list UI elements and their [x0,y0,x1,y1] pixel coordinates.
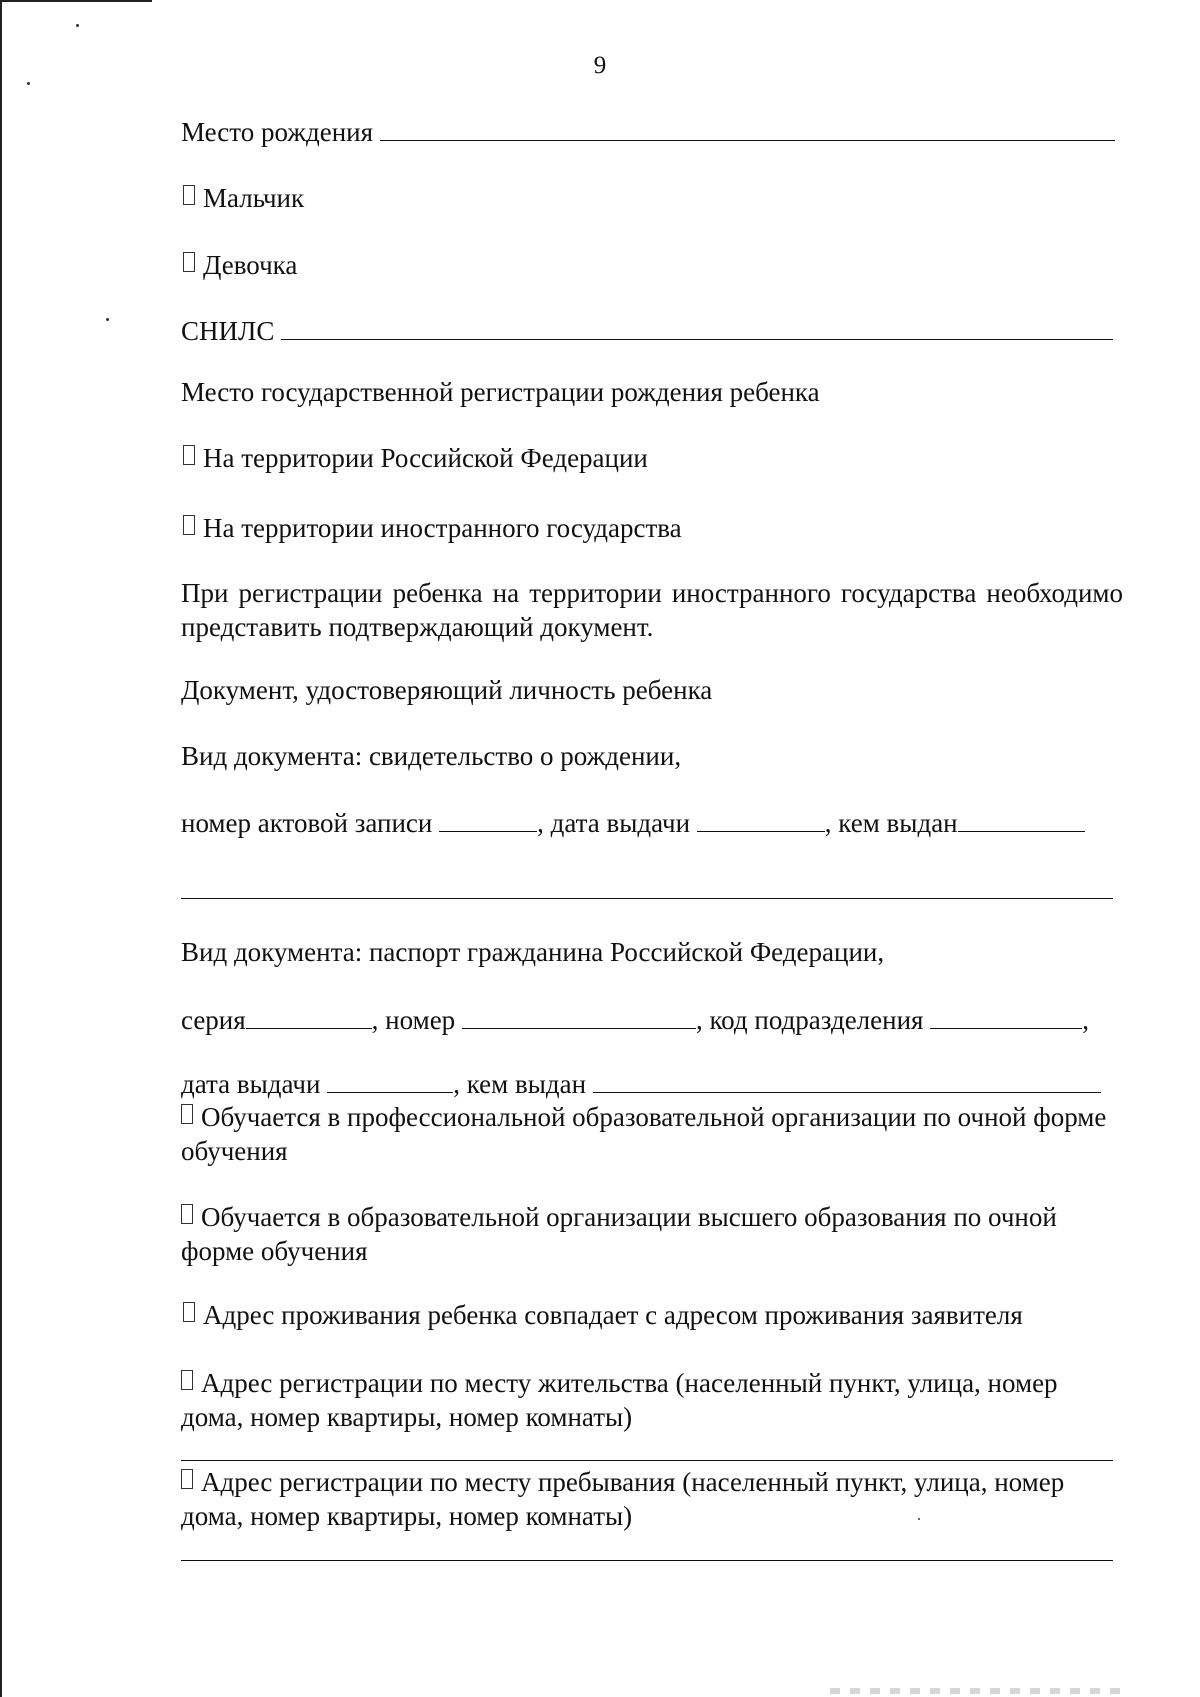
study-higher-row [181,1200,1121,1268]
gender-girl-row [183,248,297,282]
address-residence-row [181,1366,1121,1434]
address-same-row [183,1298,1023,1332]
birth-place-label: Место рождения [181,117,374,147]
study-professional-row [181,1100,1121,1168]
registration-foreign-checkbox[interactable] [183,515,195,535]
gender-girl-label: Девочка [203,250,298,280]
birth-cert-details-row [181,805,1085,840]
passport-issue-date-field[interactable] [327,1066,453,1093]
scan-speck [76,24,79,27]
division-code-label: , код подразделения [695,1005,924,1035]
address-stay-checkbox[interactable] [181,1469,193,1489]
registration-foreign-label: На территории иностранного государства [203,513,682,543]
passport-series-field[interactable] [246,1002,372,1029]
address-stay-label: Адрес регистрации по месту пребывания (населенный пункт, улица, номер дома, номер квартиры, номер комнаты) [181,1467,1065,1531]
address-residence-field[interactable] [181,1460,1113,1461]
address-stay-field[interactable] [181,1560,1113,1561]
address-same-checkbox[interactable] [183,1302,195,1322]
gender-boy-row [183,181,304,215]
registration-place-heading: Место государственной регистрации рождения ребенка [181,377,820,407]
birth-cert-issued-by-continuation-field[interactable] [181,898,1113,899]
passport-number-label: , номер [371,1005,456,1035]
foreign-registration-note: При регистрации ребенка на территории иностранного государства необходимо представить подтверждающий документ. [181,578,1123,642]
snils-row [181,313,1113,348]
scan-top-edge [0,0,152,2]
birth-cert-issue-date-label: , дата выдачи [537,808,691,838]
birth-cert-issued-by-field[interactable] [958,805,1085,832]
passport-issued-by-label: , кем выдан [453,1069,587,1099]
address-residence-checkbox[interactable] [181,1370,193,1390]
address-residence-label: Адрес регистрации по месту жительства (населенный пункт, улица, номер дома, номер квартиры, номер комнаты) [181,1368,1058,1432]
birth-cert-issued-by-label: , кем выдан [824,808,958,838]
registration-russia-row [183,441,648,475]
address-same-label: Адрес проживания ребенка совпадает с адресом проживания заявителя [203,1300,1023,1330]
registration-russia-checkbox[interactable] [183,445,195,465]
scan-left-edge [0,0,2,1697]
snils-label: СНИЛС [181,316,275,346]
passport-type: Вид документа: паспорт гражданина Российской Федерации, [181,937,885,967]
birth-cert-issue-date-field[interactable] [697,805,825,832]
division-code-field[interactable] [930,1002,1082,1029]
birth-place-field[interactable] [380,114,1115,141]
passport-number-field[interactable] [462,1002,696,1029]
registration-russia-label: На территории Российской Федерации [203,443,648,473]
birth-place-row [181,114,1115,149]
passport-issue-date-label: дата выдачи [181,1069,321,1099]
record-number-label: номер актовой записи [181,808,433,838]
passport-details-row [181,1002,1089,1037]
gender-girl-checkbox[interactable] [183,252,195,272]
passport-series-label: серия [181,1005,246,1035]
scan-speck [106,318,109,321]
passport-issue-row [181,1066,1101,1101]
scan-speck [27,82,30,85]
study-higher-label: Обучается в образовательной организации высшего образования по очной форме обучения [181,1202,1057,1266]
birth-cert-type: Вид документа: свидетельство о рождении, [181,741,682,771]
registration-foreign-row [183,511,682,545]
study-professional-label: Обучается в профессиональной образовательной организации по очной форме обучения [181,1102,1107,1166]
gender-boy-label: Мальчик [203,183,305,213]
passport-issued-by-field[interactable] [593,1066,1101,1093]
gender-boy-checkbox[interactable] [183,185,195,205]
scan-footer-artifact [830,1688,1120,1694]
identity-doc-heading: Документ, удостоверяющий личность ребенка [181,675,713,705]
division-code-trailing-comma: , [1082,1005,1089,1035]
address-stay-row [181,1465,1121,1533]
page-number: 9 [593,52,607,79]
study-professional-checkbox[interactable] [181,1104,193,1124]
snils-field[interactable] [281,313,1113,340]
record-number-field[interactable] [439,805,537,832]
study-higher-checkbox[interactable] [181,1204,193,1224]
